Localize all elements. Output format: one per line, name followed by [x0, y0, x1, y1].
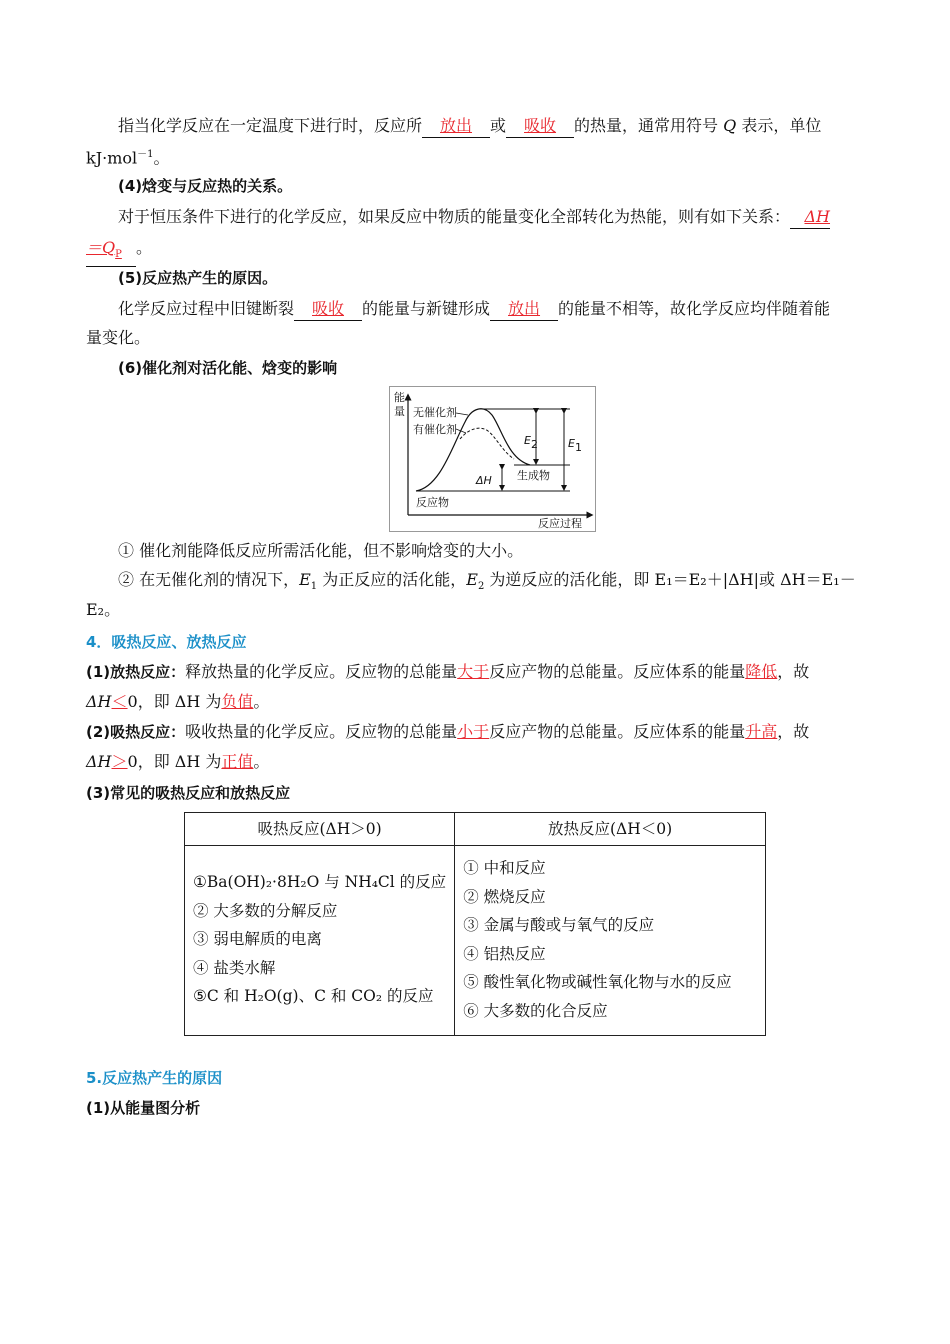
text: 反应产物的总能量。反应体系的能量: [489, 662, 746, 681]
y-axis-label-1: 能: [394, 391, 405, 404]
list-item: ③ 弱电解质的电离: [193, 930, 322, 948]
answer-xiaoyu: 小于: [457, 722, 490, 741]
exothermic-line-2: [86, 690, 866, 714]
label-no-catalyst: 无催化剂: [413, 406, 457, 419]
reaction-table: [184, 812, 766, 1036]
answer-blank: [790, 206, 830, 229]
energy-diagram: [389, 386, 596, 532]
answer-fangchu: 放出: [440, 116, 473, 135]
cause-line-1: [118, 297, 866, 321]
section-4-title: 4．吸热反应、放热反应: [86, 633, 247, 651]
note-2-line-2: E₂。: [86, 600, 121, 619]
list-item: ③ 金属与酸或与氧气的反应: [463, 916, 655, 934]
answer-less-than: ＜: [111, 692, 128, 711]
exothermic-label: (1)放热反应：: [86, 663, 186, 681]
note-1: ① 催化剂能降低反应所需活化能，但不影响焓变的大小。: [118, 541, 524, 560]
label-e2: E: [524, 434, 531, 447]
table-header-exothermic: 放热反应(ΔH＜0): [455, 813, 766, 846]
heading-6: (6)催化剂对活化能、焓变的影响: [118, 359, 338, 377]
exothermic-line-1: [86, 660, 866, 684]
leader-line: [456, 413, 468, 415]
label-e1: E: [568, 437, 575, 450]
text: 0，即 ΔH 为: [127, 752, 222, 771]
list-item: ⑤C 和 H₂O(g)、C 和 CO₂ 的反应: [193, 987, 434, 1005]
text: 或: [490, 116, 507, 135]
list-item: ④ 铝热反应: [463, 944, 546, 963]
text: ，故: [777, 662, 810, 681]
list-item: ④ 盐类水解: [193, 958, 276, 977]
unit-exponent: －1: [137, 149, 154, 160]
text: 。: [136, 238, 153, 257]
text: 对于恒压条件下进行的化学反应，如果反应中物质的能量变化全部转化为热能，则有如下关系：: [118, 207, 791, 226]
label-reactant: 反应物: [416, 496, 449, 509]
text: 的能量与新键形成: [362, 299, 491, 318]
answer-jiangdi: 降低: [745, 662, 778, 681]
text: 指当化学反应在一定温度下进行时，反应所: [118, 116, 423, 135]
text: 。: [253, 692, 270, 711]
endothermic-list: [185, 846, 455, 1036]
endothermic-label: (2)吸热反应：: [86, 723, 186, 741]
answer-xishou: 吸收: [524, 116, 557, 135]
section-5-title: 5.反应热产生的原因: [86, 1069, 223, 1087]
exothermic-list: [455, 846, 766, 1036]
y-axis-label-2: 量: [394, 405, 405, 418]
table-header-endothermic: 吸热反应(ΔH＞0): [185, 813, 455, 846]
text: 释放热量的化学反应。反应物的总能量: [185, 662, 458, 681]
list-item: ① 中和反应: [463, 859, 546, 877]
label-delta-h: ΔH: [476, 474, 492, 487]
heading-5: (5)反应热产生的原因。: [118, 269, 278, 287]
equation: E₁＝E₂＋|ΔH|或 ΔH＝E₁－: [654, 570, 856, 589]
note-2-line-1: ② 在无催化剂的情况下，$E_1$ 为正反应的活化能，$E_2$ 为逆反应的活化能，即 E₁＝E₂＋|ΔH|或 ΔH＝E₁－: [118, 570, 856, 593]
heading-5-1: (1)从能量图分析: [86, 1099, 201, 1117]
energy-diagram-svg: [390, 387, 595, 531]
enthalpy-relation-line-2: [86, 236, 866, 267]
text: 反应产物的总能量。反应体系的能量: [489, 722, 746, 741]
answer-shenggao: 升高: [745, 722, 778, 741]
list-item: ⑤ 酸性氧化物或碱性氧化物与水的反应: [463, 973, 732, 991]
text: 为正反应的活化能，: [322, 570, 467, 589]
answer-fuzhi: 负值: [221, 692, 254, 711]
label-e1-subscript: 1: [575, 441, 582, 454]
list-item: ⑥ 大多数的化合反应: [463, 1001, 608, 1020]
heading-3-common-reactions: (3)常见的吸热反应和放热反应: [86, 784, 291, 802]
enthalpy-relation-line-1: [118, 205, 866, 229]
text: 化学反应过程中旧键断裂: [118, 299, 295, 318]
text: 。: [253, 752, 270, 771]
answer-dh: ΔH: [804, 207, 831, 226]
answer-blank: [422, 115, 490, 138]
label-e2-subscript: 2: [531, 438, 538, 451]
text: 表示，单位: [741, 116, 822, 135]
text: 的热量，通常用符号: [574, 116, 719, 135]
text: ，故: [777, 722, 810, 741]
symbol-dh: ΔH: [86, 752, 112, 771]
list-item: ② 燃烧反应: [463, 887, 546, 906]
symbol-q: Q: [723, 116, 737, 135]
answer-fangchu: 放出: [508, 299, 541, 318]
answer-xishou: 吸收: [312, 299, 345, 318]
text: 为逆反应的活化能，即: [489, 570, 650, 589]
heading-4: (4)焓变与反应热的关系。: [118, 177, 293, 195]
endothermic-line-1: [86, 720, 866, 744]
text: 的能量不相等，故化学反应均伴随着能: [558, 299, 831, 318]
symbol-e2: E: [466, 570, 478, 589]
catalyzed-curve: [460, 428, 514, 459]
text: 吸收热量的化学反应。反应物的总能量: [185, 722, 458, 741]
answer-qp: ＝Q: [86, 238, 116, 257]
answer-blank: [490, 298, 558, 321]
symbol-e1: E: [299, 570, 311, 589]
answer-blank: [506, 115, 574, 138]
answer-blank: [294, 298, 362, 321]
answer-dayu: 大于: [457, 662, 490, 681]
text: ② 在无催化剂的情况下，: [118, 570, 300, 589]
symbol-dh: ΔH: [86, 692, 112, 711]
heat-definition-line-2: [86, 143, 866, 170]
endothermic-line-2: [86, 750, 866, 774]
answer-greater-than: ＞: [111, 752, 128, 771]
label-with-catalyst: 有催化剂: [413, 423, 457, 436]
answer-blank: [86, 237, 136, 267]
answer-qp-subscript: P: [115, 249, 122, 261]
unit: kJ·mol: [86, 148, 138, 168]
list-item: ② 大多数的分解反应: [193, 901, 338, 920]
cause-line-2: 量变化。: [86, 328, 151, 347]
heat-definition-line-1: [118, 114, 866, 138]
list-item: ①Ba(OH)₂·8H₂O 与 NH₄Cl 的反应: [193, 873, 447, 891]
x-axis-label: 反应过程: [538, 517, 582, 530]
answer-zhengzhi: 正值: [221, 752, 254, 771]
label-product: 生成物: [517, 469, 550, 482]
text: 0，即 ΔH 为: [127, 692, 222, 711]
text: 。: [153, 148, 170, 168]
uncatalyzed-curve: [416, 409, 530, 491]
